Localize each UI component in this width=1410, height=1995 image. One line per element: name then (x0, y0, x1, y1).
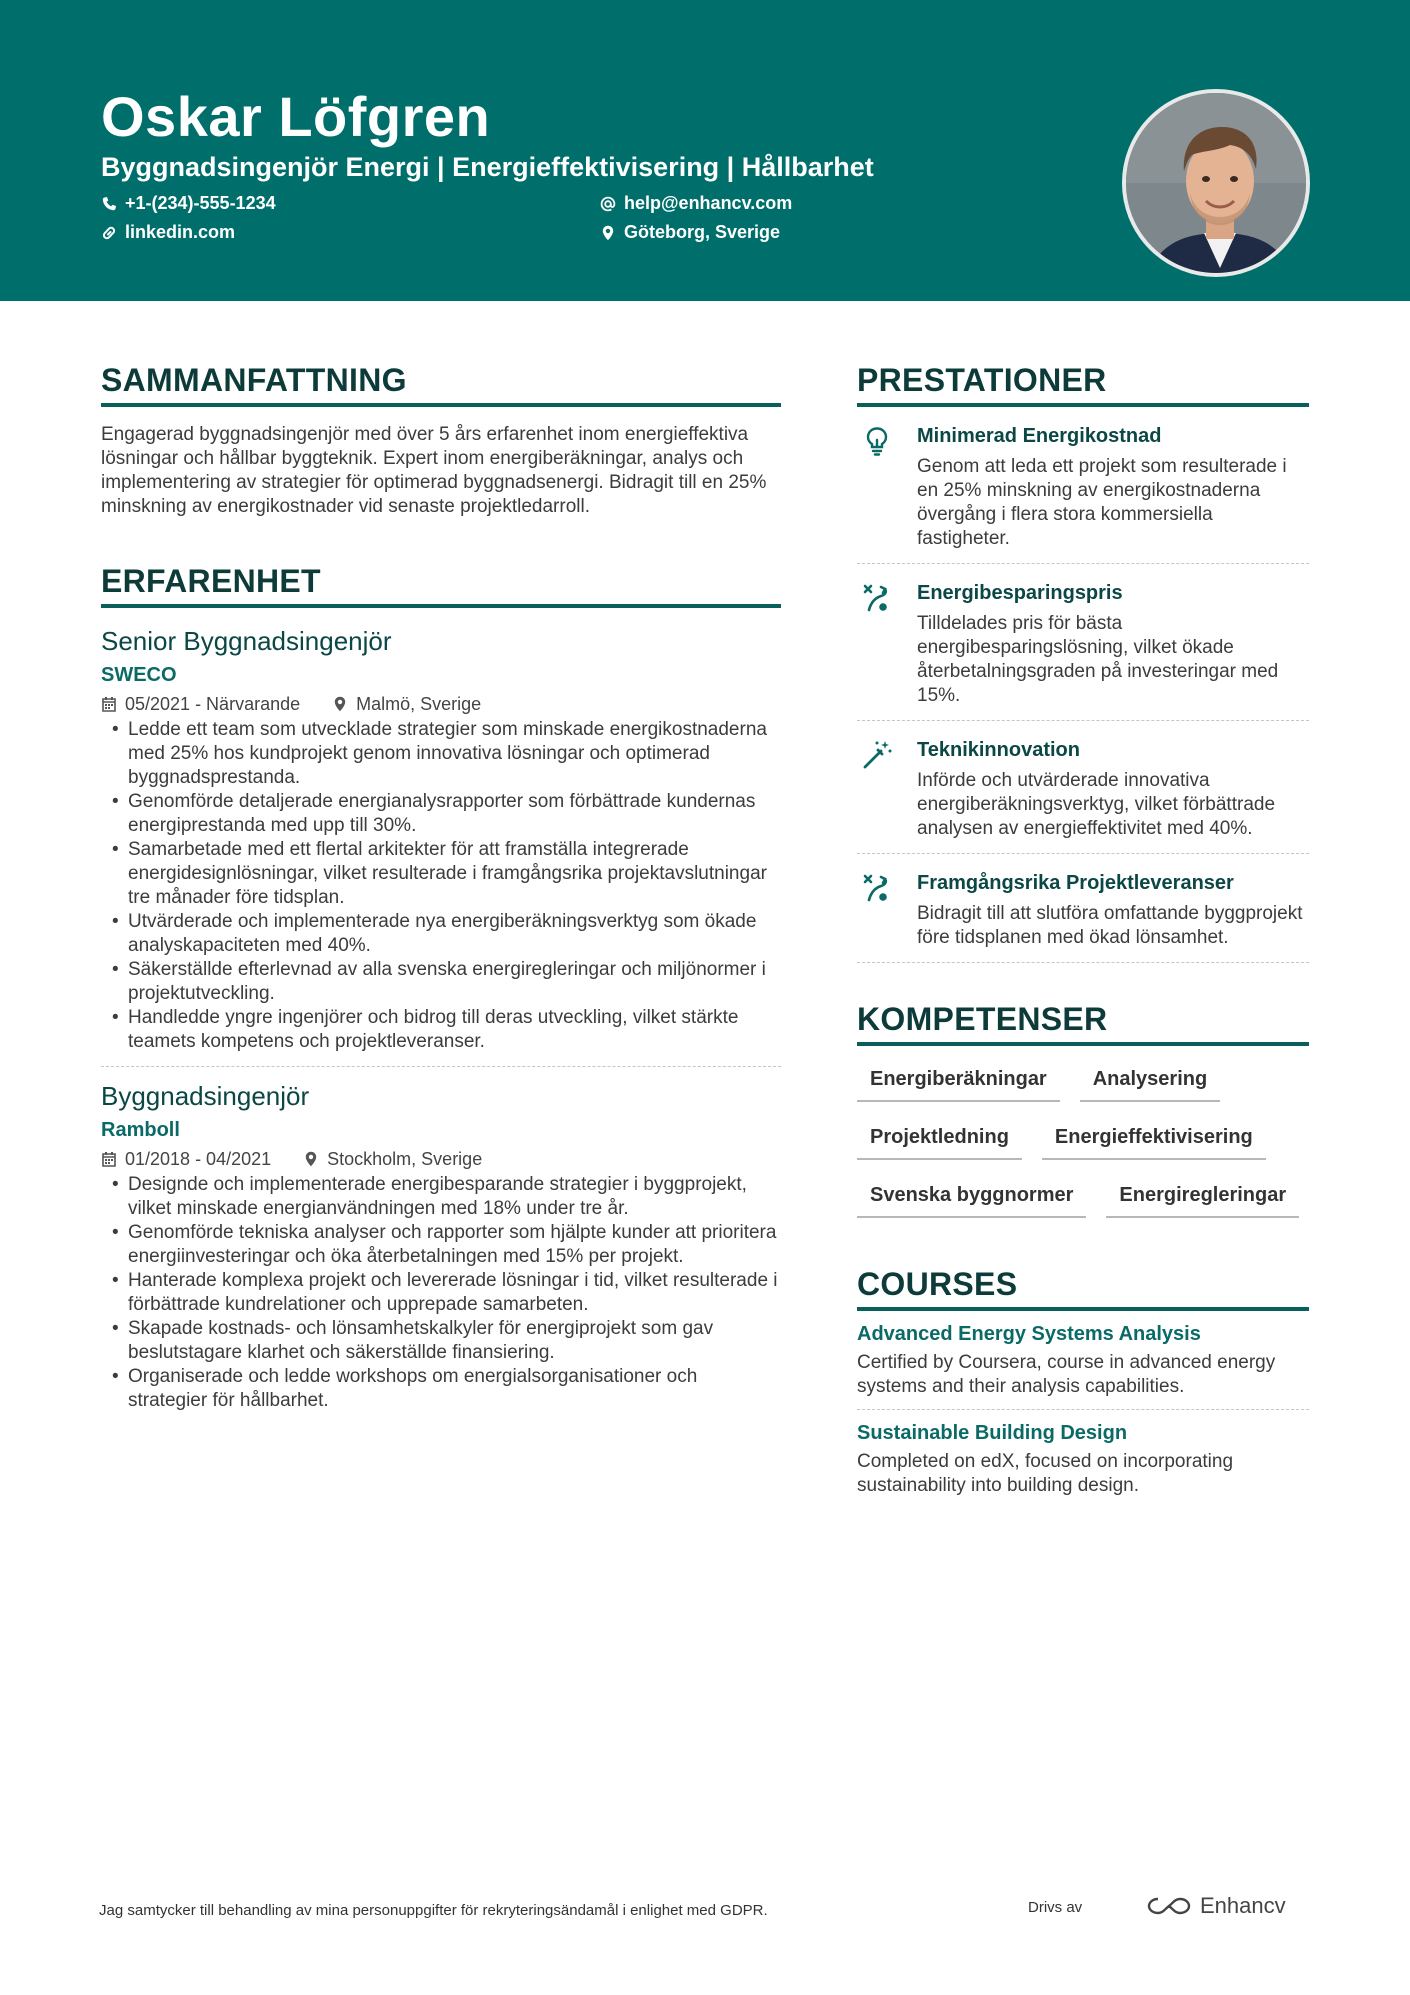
route-icon (861, 582, 893, 614)
bullet-item: • Skapade kostnads- och lönsamhetskalkyler för energiprojekt som gav beslutstagare klarhet och säkerställde finansiering. (101, 1317, 781, 1365)
courses-heading: COURSES (857, 1266, 1309, 1311)
email-text: help@enhancv.com (624, 193, 793, 213)
candidate-name: Oskar Löfgren (101, 85, 491, 148)
linkedin-text: linkedin.com (125, 222, 236, 242)
skills-list (857, 1066, 1309, 1218)
contact-phone[interactable] (101, 193, 276, 214)
skill-tag: Projektledning (857, 1124, 1022, 1160)
job-bullets (101, 718, 781, 1054)
bullet-item: • Utvärderade och implementerade nya energiberäkningsverktyg som ökade analyskapaciteten med 40%. (101, 910, 781, 958)
achievement-title: Teknikinnovation (917, 739, 1080, 761)
calendar-icon (101, 696, 117, 712)
contact-location (600, 222, 780, 243)
brand-name: Enhancv (1200, 1893, 1286, 1918)
candidate-headline: Byggnadsingenjör Energi | Energieffektivisering | Hållbarhet (101, 152, 874, 182)
achievement-item (857, 564, 1309, 721)
job-location: Stockholm, Sverige (327, 1149, 483, 1169)
bullet-item: • Säkerställde efterlevnad av alla svenska energiregleringar och miljönormer i projektutveckling. (101, 958, 781, 1006)
job-entry (101, 624, 781, 1054)
skill-tag: Analysering (1080, 1066, 1220, 1102)
lightbulb-icon (861, 425, 893, 457)
bullet-item: • Ledde ett team som utvecklade strategier som minskade energikostnaderna med 25% hos kundprojekt genom innovativa lösningar och optimerad byggnadsprestanda. (101, 718, 781, 790)
job-dates: 05/2021 - Närvarande (125, 694, 301, 714)
job-meta (101, 692, 781, 716)
at-icon (600, 196, 616, 212)
job-entry (101, 1066, 781, 1413)
achievement-desc: Tilldelades pris för bästa energibesparingslösning, vilket ökade återbetalningsgraden på investeringar med 15%. (917, 613, 1279, 706)
right-column (857, 362, 1309, 1508)
link-icon (101, 225, 117, 241)
achievement-title: Minimerad Energikostnad (917, 425, 1162, 447)
achievement-desc: Genom att leda ett projekt som resulterade i en 25% minskning av energikostnaderna övergång i flera stora kommersiella fastigheter. (917, 456, 1287, 549)
job-location: Malmö, Sverige (356, 694, 482, 714)
location-text: Göteborg, Sverige (624, 222, 781, 242)
bullet-item: • Handledde yngre ingenjörer och bidrog till deras utveckling, vilket stärkte teamets kompetens och projektleveranser. (101, 1006, 781, 1054)
summary-text: Engagerad byggnadsingenjör med över 5 års erfarenhet inom energieffektiva lösningar och hållbar byggteknik. Expert inom energiberäkningar, analys och implementering av strategier för optimerad byggnadsenergi. Bidragit till en 25% minskning av energikostnader vid senaste projektledarroll. (101, 424, 767, 517)
magic-wand-icon (861, 739, 893, 771)
powered-by-label: Drivs av (1028, 1899, 1083, 1916)
infinity-logo-icon (1146, 1895, 1192, 1917)
phone-icon (101, 196, 117, 212)
enhancv-logo[interactable] (1146, 1893, 1286, 1919)
job-title: Senior Byggnadsingenjör (101, 626, 392, 656)
skill-tag: Energiberäkningar (857, 1066, 1060, 1102)
bullet-item: • Genomförde detaljerade energianalysrapporter som förbättrade kundernas energiprestanda med upp till 30%. (101, 790, 781, 838)
achievement-desc: Bidragit till att slutföra omfattande byggprojekt före tidsplanen med ökad lönsamhet. (917, 903, 1303, 948)
resume-header (0, 0, 1410, 301)
bullet-item: • Designde och implementerade energibesparande strategier i byggprojekt, vilket minskade energianvändningen med 18% under tre år. (101, 1173, 781, 1221)
location-pin-icon (600, 225, 616, 241)
bullet-item: • Samarbetade med ett flertal arkitekter för att framställa integrerade energidesignlösningar, vilket resulterade i framgångsrika projektavslutningar tre månader före tidsplan. (101, 838, 781, 910)
skill-tag: Svenska byggnormer (857, 1182, 1086, 1218)
job-dates: 01/2018 - 04/2021 (125, 1149, 272, 1169)
achievement-desc: Införde och utvärderade innovativa energiberäkningsverktyg, vilket förbättrade analysen av energieffektivitet med 40%. (917, 770, 1276, 839)
phone-text: +1-(234)-555-1234 (125, 193, 276, 213)
gdpr-consent: Jag samtycker till behandling av mina personuppgifter för rekryteringsändamål i enlighet med GDPR. (99, 1902, 768, 1919)
achievement-title: Framgångsrika Projektleveranser (917, 872, 1234, 894)
job-meta (101, 1147, 781, 1171)
course-title: Advanced Energy Systems Analysis (857, 1323, 1201, 1345)
bullet-item: • Organiserade och ledde workshops om energialsorganisationer och strategier för hållbarhet. (101, 1365, 781, 1413)
course-desc: Certified by Coursera, course in advanced energy systems and their analysis capabilities. (857, 1352, 1276, 1397)
course-desc: Completed on edX, focused on incorporating sustainability into building design. (857, 1451, 1234, 1496)
job-bullets (101, 1173, 781, 1413)
job-title: Byggnadsingenjör (101, 1081, 310, 1111)
location-pin-icon (332, 696, 348, 712)
contact-linkedin[interactable] (101, 222, 235, 243)
experience-heading: ERFARENHET (101, 563, 781, 608)
left-column (101, 362, 781, 1413)
location-pin-icon (303, 1151, 319, 1167)
achievements-heading: PRESTATIONER (857, 362, 1309, 407)
achievement-item (857, 721, 1309, 854)
company-name: SWECO (101, 664, 177, 686)
achievement-item (857, 407, 1309, 564)
achievement-item (857, 854, 1309, 963)
skill-tag: Energiregleringar (1106, 1182, 1299, 1218)
course-title: Sustainable Building Design (857, 1422, 1128, 1444)
course-item (857, 1311, 1309, 1410)
bullet-item: • Hanterade komplexa projekt och levererade lösningar i tid, vilket resulterade i förbättrade kundrelationer och upprepade samarbeten. (101, 1269, 781, 1317)
company-name: Ramboll (101, 1119, 180, 1141)
bullet-item: • Genomförde tekniska analyser och rapporter som hjälpte kunder att prioritera energiinvesteringar och öka återbetalningen med 15% per projekt. (101, 1221, 781, 1269)
contact-email[interactable] (600, 193, 792, 214)
achievement-title: Energibesparingspris (917, 582, 1123, 604)
course-item (857, 1410, 1309, 1508)
route-icon (861, 872, 893, 904)
profile-photo (1122, 89, 1310, 277)
skill-tag: Energieffektivisering (1042, 1124, 1266, 1160)
skills-heading: KOMPETENSER (857, 1001, 1309, 1046)
calendar-icon (101, 1151, 117, 1167)
summary-heading: SAMMANFATTNING (101, 362, 781, 407)
